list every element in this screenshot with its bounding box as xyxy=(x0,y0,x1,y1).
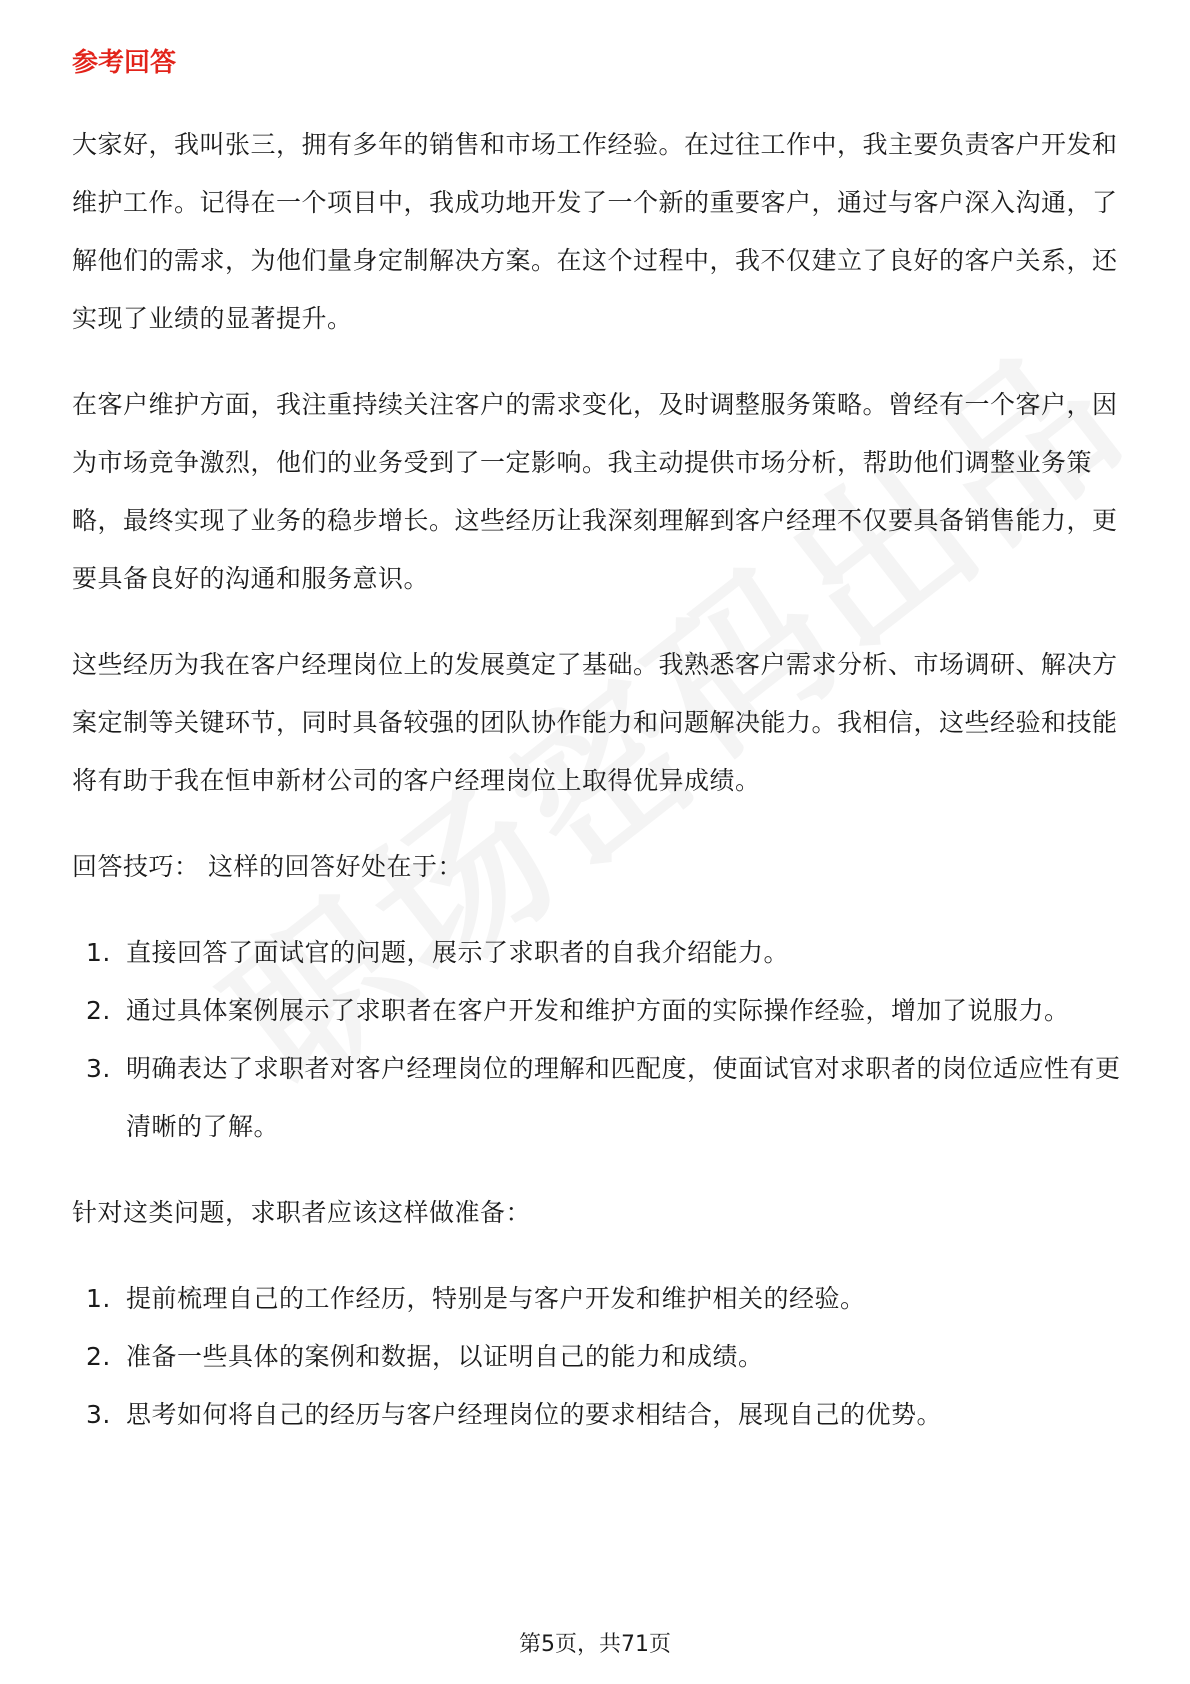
answer-paragraph: 在客户维护方面，我注重持续关注客户的需求变化，及时调整服务策略。曾经有一个客户，因为市场竞争激烈，他们的业务受到了一定影响。我主动提供市场分析，帮助他们调整业务策略，最终实现了业务的稳步增长。这些经历让我深刻理解到客户经理不仅要具备销售能力，更要具备良好的沟通和服务意识。 xyxy=(72,390,1118,593)
list-text: 明确表达了求职者对客户经理岗位的理解和匹配度，使面试官对求职者的岗位适应性有更清晰的了解。 xyxy=(126,1054,1121,1141)
list-number: 2. xyxy=(86,1342,111,1371)
answer-paragraph: 大家好，我叫张三，拥有多年的销售和市场工作经验。在过往工作中，我主要负责客户开发和维护工作。记得在一个项目中，我成功地开发了一个新的重要客户，通过与客户深入沟通，了解他们的需求，为他们量身定制解决方案。在这个过程中，我不仅建立了良好的客户关系，还实现了业绩的显著提升。 xyxy=(72,130,1118,333)
list-item xyxy=(72,1270,1122,1328)
page-footer: 第5页，共71页 xyxy=(519,1632,671,1657)
list-text: 通过具体案例展示了求职者在客户开发和维护方面的实际操作经验，增加了说服力。 xyxy=(126,996,1070,1025)
list-number: 1. xyxy=(86,1284,111,1313)
list-item xyxy=(72,982,1122,1040)
list-item xyxy=(72,1386,1122,1444)
list-item xyxy=(72,1328,1122,1386)
list-text: 直接回答了面试官的问题，展示了求职者的自我介绍能力。 xyxy=(126,938,790,967)
list-number: 1. xyxy=(86,938,111,967)
list-text: 思考如何将自己的经历与客户经理岗位的要求相结合，展现自己的优势。 xyxy=(126,1400,943,1429)
list-item xyxy=(72,924,1122,982)
prep-heading: 针对这类问题，求职者应该这样做准备： xyxy=(72,1198,532,1227)
section-title: 参考回答 xyxy=(72,48,177,78)
list-text: 准备一些具体的案例和数据，以证明自己的能力和成绩。 xyxy=(126,1342,764,1371)
list-item xyxy=(72,1040,1122,1156)
prep-list xyxy=(72,1270,1122,1444)
answer-paragraph: 这些经历为我在客户经理岗位上的发展奠定了基础。我熟悉客户需求分析、市场调研、解决方案定制等关键环节，同时具备较强的团队协作能力和问题解决能力。我相信，这些经验和技能将有助于我在恒申新材公司的客户经理岗位上取得优异成绩。 xyxy=(72,650,1118,795)
content xyxy=(72,44,1122,1472)
list-number: 3. xyxy=(86,1400,111,1429)
tips-heading: 回答技巧： 这样的回答好处在于： xyxy=(72,852,463,881)
list-text: 提前梳理自己的工作经历，特别是与客户开发和维护相关的经验。 xyxy=(126,1284,866,1313)
list-number: 3. xyxy=(86,1054,111,1083)
tips-list xyxy=(72,924,1122,1156)
list-number: 2. xyxy=(86,996,111,1025)
